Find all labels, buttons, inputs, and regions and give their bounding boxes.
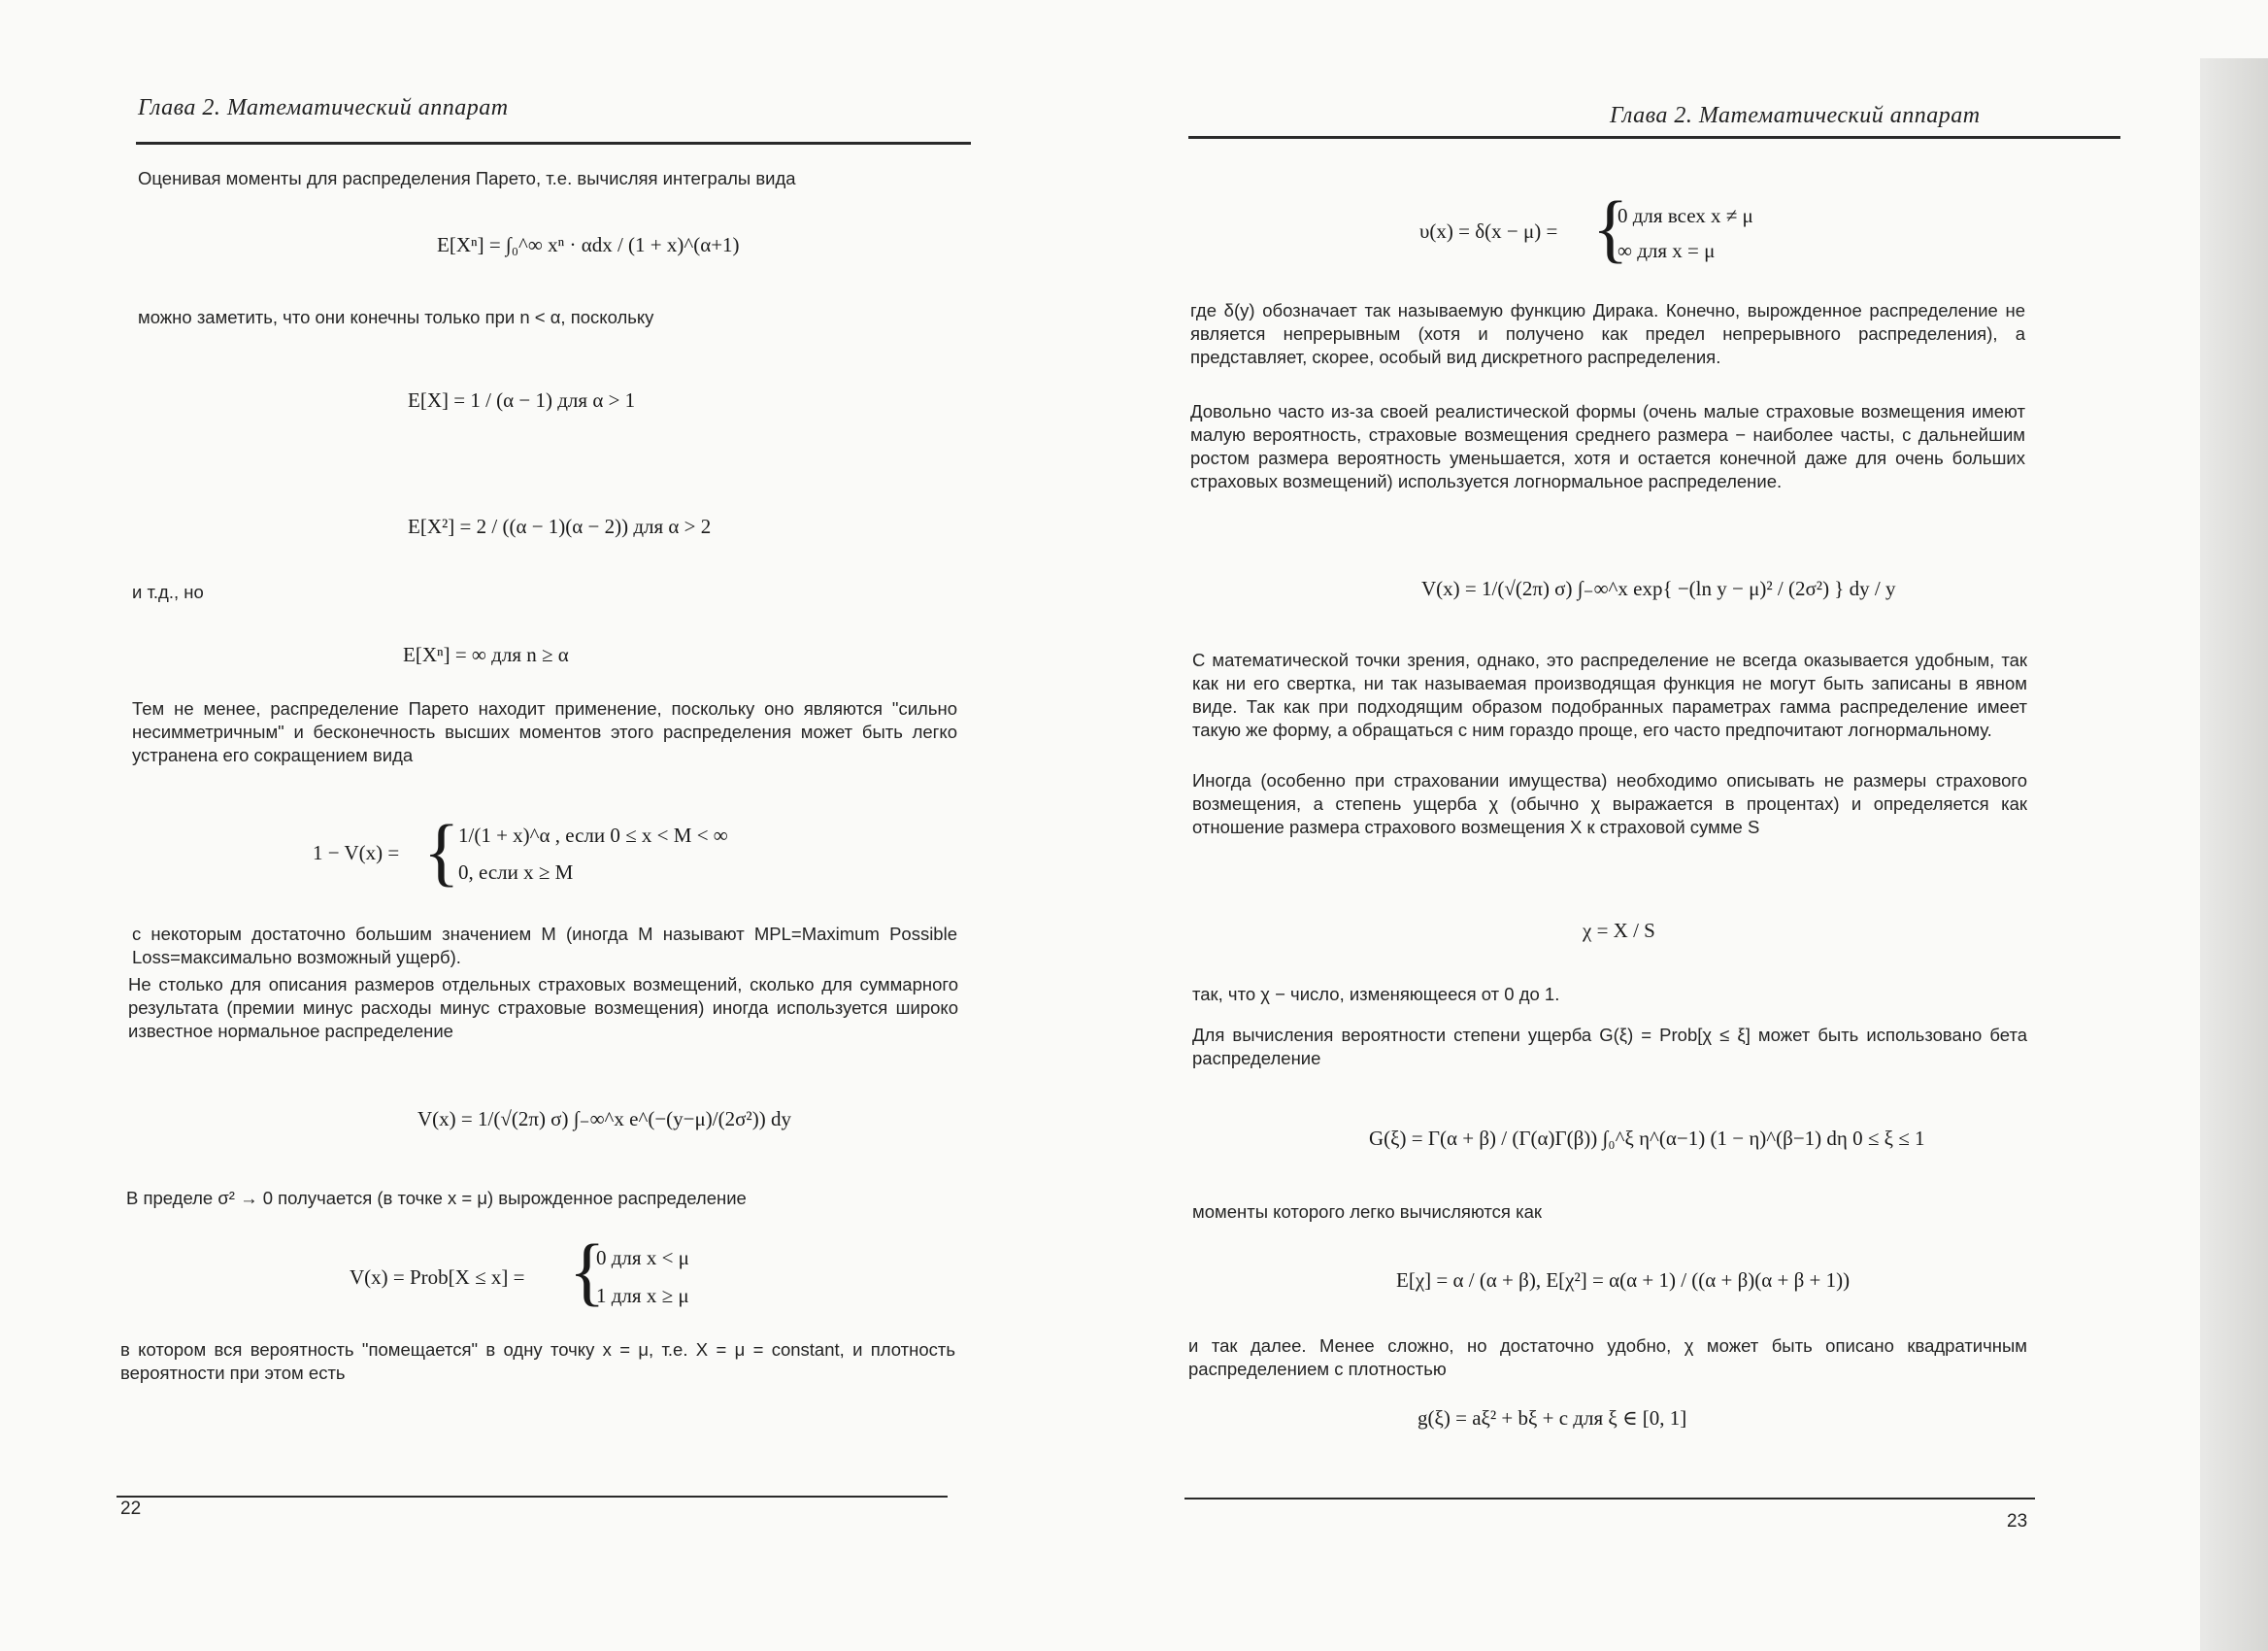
left-paragraph-1: Оценивая моменты для распределения Парето, т.е. вычисляя интегралы вида: [138, 168, 796, 188]
right-running-head: Глава 2. Математический аппарат: [1610, 103, 1981, 128]
right-page-number: 23: [2007, 1511, 2028, 1532]
right-formula-beta: G(ξ) = Γ(α + β) / (Γ(α)Γ(β)) ∫₀^ξ η^(α−1) (1 − η)^(β−1) dη 0 ≤ ξ ≤ 1: [1369, 1127, 1925, 1150]
left-paragraph-2: можно заметить, что они конечны только при n < α, поскольку: [138, 307, 654, 327]
right-page-edge: [2200, 58, 2268, 1651]
left-formula-infinite-moment: E[Xⁿ] = ∞ для n ≥ α: [403, 643, 569, 666]
left-formula-truncated-case-2: 0, если x ≥ M: [458, 860, 574, 884]
left-paragraph-6: Не столько для описания размеров отдельных страховых возмещений, сколько для суммарного результата (премии минус расходы минус страховые возмещения) иногда используется широко известное нормальное распределение: [128, 974, 958, 1041]
left-formula-truncated-case-1: 1/(1 + x)^α , если 0 ≤ x < M < ∞: [458, 824, 728, 847]
left-formula-degenerate-case-2: 1 для x ≥ μ: [596, 1284, 689, 1307]
right-paragraph-4: Иногда (особенно при страховании имущества) необходимо описывать не размеры страхового возмещения, а степень ущерба χ (обычно χ выражается в процентах) и определяется как отношение размера страхового возмещения X к страховой сумме S: [1192, 770, 2027, 837]
left-header-rule: [136, 142, 971, 145]
right-paragraph-1: где δ(y) обозначает так называемую функцию Дирака. Конечно, вырожденное распределение не является непрерывным (хотя и получено как предел непрерывного распределения), а представляет, скорее, особый вид дискретного распределения.: [1190, 300, 2025, 367]
left-page: [0, 0, 1068, 1651]
right-paragraph-5: так, что χ − число, изменяющееся от 0 до 1.: [1192, 984, 1560, 1004]
right-page: [1068, 0, 2268, 1651]
left-footer-rule: [117, 1496, 948, 1498]
left-paragraph-7: В пределе σ² → 0 получается (в точке x = μ) вырожденное распределение: [126, 1188, 747, 1208]
left-paragraph-3: и т.д., но: [132, 582, 204, 602]
right-formula-dirac-lhs: υ(x) = δ(x − μ) =: [1419, 219, 1558, 243]
left-formula-mean: E[X] = 1 / (α − 1) для α > 1: [408, 388, 636, 412]
left-formula-truncated-lhs: 1 − V(x) =: [313, 841, 400, 864]
left-formula-degenerate-lhs: V(x) = Prob[X ≤ x] =: [350, 1265, 525, 1289]
right-header-rule: [1188, 136, 2120, 139]
left-page-number: 22: [120, 1499, 142, 1519]
right-formula-damage-ratio: χ = X / S: [1583, 919, 1655, 942]
left-paragraph-5: с некоторым достаточно большим значением M (иногда M называют MPL=Maximum Possible Loss=максимально возможный ущерб).: [132, 924, 957, 967]
left-paragraph-8: в котором вся вероятность "помещается" в одну точку x = μ, т.е. X = μ = constant, и плотность вероятности при этом есть: [120, 1339, 955, 1383]
right-formula-dirac-case-1: 0 для всех x ≠ μ: [1618, 204, 1753, 227]
right-paragraph-7: моменты которого легко вычисляются как: [1192, 1201, 1542, 1222]
left-brace-2: {: [569, 1229, 606, 1313]
right-paragraph-3: С математической точки зрения, однако, это распределение не всегда оказывается удобным, так как ни его свертка, ни так называемая производящая функция не могут быть записаны в явном виде. Так как при подходящим образом подобранных параметрах гамма распределение имеет такую же форму, а обращаться с ним гораздо проще, его часто предпочитают логнормальному.: [1192, 650, 2027, 740]
right-footer-rule: [1184, 1498, 2035, 1499]
right-paragraph-8: и так далее. Менее сложно, но достаточно удобно, χ может быть описано квадратичным распределением с плотностью: [1188, 1335, 2027, 1379]
right-brace: {: [1592, 185, 1629, 270]
left-formula-second-moment: E[X²] = 2 / ((α − 1)(α − 2)) для α > 2: [408, 515, 712, 538]
right-formula-quadratic: g(ξ) = aξ² + bξ + c для ξ ∈ [0, 1]: [1418, 1406, 1687, 1430]
left-running-head: Глава 2. Математический аппарат: [138, 95, 509, 120]
left-brace: {: [423, 809, 460, 893]
left-formula-moments-integral: E[Xⁿ] = ∫₀^∞ xⁿ · αdx / (1 + x)^(α+1): [437, 233, 740, 256]
right-formula-dirac-case-2: ∞ для x = μ: [1618, 239, 1716, 262]
right-paragraph-6: Для вычисления вероятности степени ущерба G(ξ) = Prob[χ ≤ ξ] может быть использовано бета распределение: [1192, 1025, 2027, 1068]
left-formula-degenerate-case-1: 0 для x < μ: [596, 1246, 689, 1269]
right-formula-beta-moments: E[χ] = α / (α + β), E[χ²] = α(α + 1) / ((α + β)(α + β + 1)): [1396, 1268, 1851, 1292]
left-paragraph-4: Тем не менее, распределение Парето находит применение, поскольку оно являются "сильно несимметричным" и бесконечность высших моментов этого распределения может быть легко устранена его сокращением вида: [132, 698, 957, 765]
right-formula-lognormal: V(x) = 1/(√(2π) σ) ∫₋∞^x exp{ −(ln y − μ)² / (2σ²) } dy / y: [1421, 577, 1896, 600]
left-formula-normal: V(x) = 1/(√(2π) σ) ∫₋∞^x e^(−(y−μ)/(2σ²)) dy: [417, 1107, 791, 1130]
right-paragraph-2: Довольно часто из-за своей реалистической формы (очень малые страховые возмещения имеют малую вероятность, страховые возмещения среднего размера − наиболее часты, с дальнейшим ростом размера вероятность уменьшается, хотя и остается конечной даже для очень больших страховых возмещений) используется логнормальное распределение.: [1190, 401, 2025, 491]
